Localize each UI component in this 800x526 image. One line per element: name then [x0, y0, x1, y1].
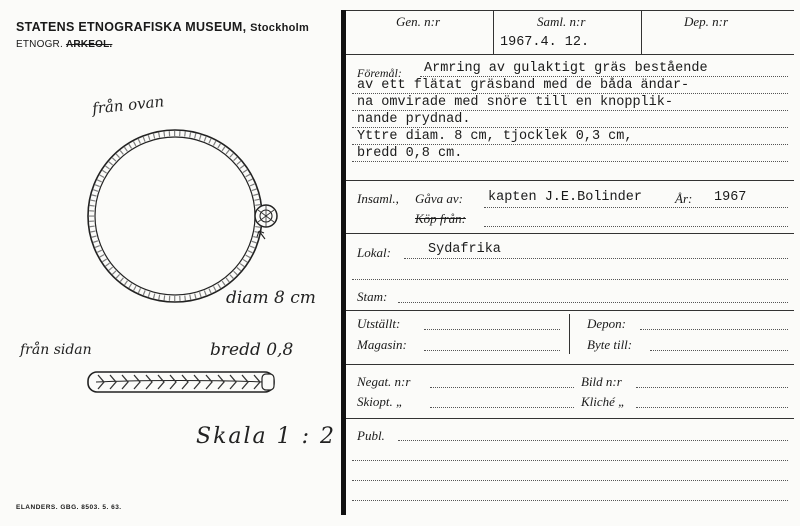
dep-number-label: Dep. n:r [684, 14, 729, 29]
kliche-dotline [636, 407, 788, 408]
foremal-line-3: na omvirade med snöre till en knopplik- [357, 95, 673, 110]
negat-dotline [430, 387, 574, 388]
bild-label: Bild n:r [581, 374, 622, 389]
utstallt-dotline [424, 329, 560, 330]
bild-dotline [636, 387, 788, 388]
placement-divider [569, 314, 570, 354]
publ-dotline-4 [352, 500, 788, 501]
stam-label: Stam: [357, 289, 388, 304]
foremal-dotline-4 [352, 127, 788, 128]
gen-number-label: Gen. n:r [396, 14, 441, 29]
media-bottom-rule [346, 418, 794, 419]
header-bottom-rule [346, 54, 794, 55]
stam-dotline [398, 302, 788, 303]
foremal-line-1: Armring av gulaktigt gräs bestående [424, 61, 708, 76]
kop-dotline [484, 226, 788, 227]
foremal-line-4: nande prydnad. [357, 112, 471, 127]
gava-label: Gåva av: [415, 191, 464, 206]
skiopt-label: Skiopt. „ [357, 394, 404, 409]
department-archaeology-struck: ARKEOL. [65, 39, 113, 50]
saml-number-label: Saml. n:r [537, 14, 586, 29]
sketch-diameter-note: diam 8 cm [226, 288, 316, 308]
publ-dotline-3 [352, 480, 788, 481]
card-margin-rule [341, 10, 346, 515]
museum-city: Stockholm [250, 22, 310, 34]
foremal-line-5: Yttre diam. 8 cm, tjocklek 0,3 cm, [357, 129, 633, 144]
foremal-dotline-5 [352, 144, 788, 145]
lokal-dotline-2 [352, 279, 788, 280]
utstallt-label: Utställt: [357, 316, 401, 331]
byte-label: Byte till: [587, 337, 633, 352]
sketch-width-note: bredd 0,8 [210, 340, 294, 360]
saml-number-value: 1967.4. 12. [500, 35, 590, 50]
department-ethnography: ETNOGR. [16, 39, 63, 50]
kliche-label: Kliché „ [581, 394, 626, 409]
depon-dotline [640, 329, 788, 330]
department-line [16, 39, 112, 50]
foremal-label: Föremål: [357, 66, 402, 80]
sketch-label-top-view: från ovan [91, 92, 165, 118]
byte-dotline [650, 350, 788, 351]
foremal-dotline-6 [352, 161, 788, 162]
insaml-label: Insaml., [357, 191, 399, 206]
magasin-label: Magasin: [357, 337, 407, 352]
foremal-dotline-3 [352, 110, 788, 111]
lokal-label: Lokal: [357, 245, 391, 260]
header-divider-2 [641, 10, 642, 54]
ar-value: 1967 [714, 190, 747, 205]
foremal-dotline-2 [352, 93, 788, 94]
foremal-dotline-1 [420, 76, 788, 77]
publ-dotline-1 [398, 440, 788, 441]
museum-name-text: STATENS ETNOGRAFISKA MUSEUM, [16, 20, 247, 34]
gava-dotline [484, 207, 788, 208]
magasin-dotline [424, 350, 560, 351]
negat-label: Negat. n:r [357, 374, 411, 389]
foremal-bottom-rule [346, 180, 794, 181]
sketch-scale-note: Skala 1 : 2 [196, 424, 337, 449]
lokal-dotline-1 [404, 258, 788, 259]
card-top-border [346, 10, 794, 11]
skiopt-dotline [430, 407, 574, 408]
placement-bottom-rule [346, 364, 794, 365]
gava-value: kapten J.E.Bolinder [488, 190, 642, 205]
kop-label: Köp från: [415, 211, 466, 226]
ar-label: År: [675, 191, 693, 206]
ring-side-view-drawing [84, 366, 284, 400]
insaml-bottom-rule [346, 233, 794, 234]
sketch-label-side-view: från sidan [20, 342, 92, 358]
publ-dotline-2 [352, 460, 788, 461]
stam-bottom-rule [346, 310, 794, 311]
depon-label: Depon: [587, 316, 626, 331]
header-divider-1 [493, 10, 494, 54]
museum-name [16, 20, 309, 34]
foremal-line-6: bredd 0,8 cm. [357, 146, 463, 161]
publ-label: Publ. [357, 428, 385, 443]
foremal-line-2: av ett flätat gräsband med de båda ändar- [357, 78, 690, 93]
printer-imprint: ELANDERS. GBG. 8503. 5. 63. [16, 504, 122, 511]
lokal-value: Sydafrika [428, 242, 501, 257]
